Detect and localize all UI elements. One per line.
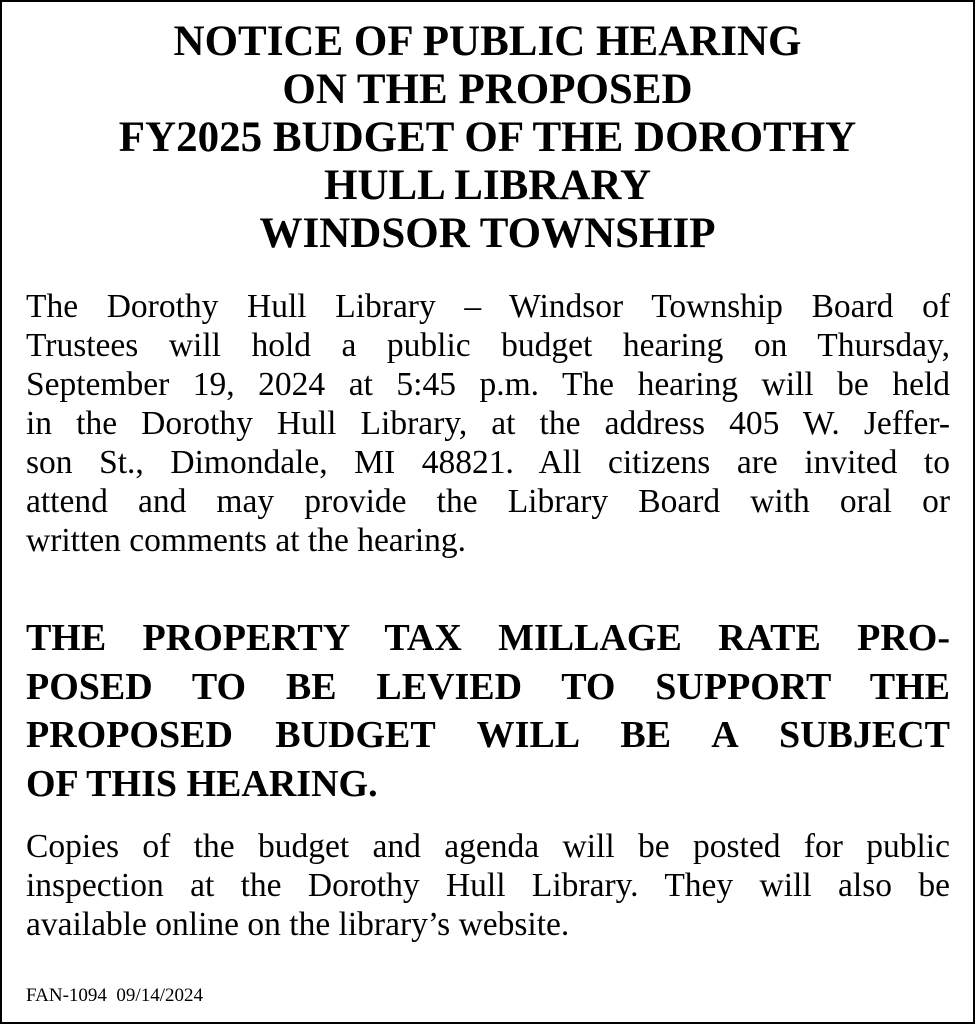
title-line: WINDSOR TOWNSHIP <box>259 210 716 257</box>
millage-notice-line: OF THIS HEARING. <box>26 762 378 805</box>
paragraph-line: available online on the library’s website. <box>26 906 570 943</box>
paragraph-line: written comments at the hearing. <box>26 522 467 559</box>
paragraph-line: son St., Dimondale, MI 48821. All citizens are invited to <box>26 444 950 481</box>
millage-notice-line: THE PROPERTY TAX MILLAGE RATE PRO- <box>26 617 950 659</box>
budget-copies-paragraph <box>26 827 950 944</box>
paragraph-line: The Dorothy Hull Library – Windsor Township Board of <box>26 288 950 325</box>
title-line: FY2025 BUDGET OF THE DOROTHY <box>118 114 857 161</box>
hearing-details-paragraph <box>26 287 950 560</box>
title-line: HULL LIBRARY <box>323 162 652 209</box>
paragraph-line: Copies of the budget and agenda will be posted for public <box>26 828 950 865</box>
paragraph-line: September 19, 2024 at 5:45 p.m. The hearing will be held <box>26 366 950 403</box>
title-line: ON THE PROPOSED <box>282 66 693 113</box>
millage-notice-line: POSED TO BE LEVIED TO SUPPORT THE <box>26 665 950 708</box>
paragraph-line: attend and may provide the Library Board with oral or <box>26 483 950 520</box>
paragraph-line: inspection at the Dorothy Hull Library. They will also be <box>26 867 950 904</box>
notice-reference-footer: FAN-1094 09/14/2024 <box>26 985 203 1006</box>
title-line: NOTICE OF PUBLIC HEARING <box>173 18 802 65</box>
paragraph-line: in the Dorothy Hull Library, at the address 405 W. Jeffer- <box>26 405 950 442</box>
notice-title <box>18 18 957 258</box>
paragraph-line: Trustees will hold a public budget hearing on Thursday, <box>26 327 950 364</box>
millage-rate-notice <box>26 614 950 808</box>
millage-notice-line: PROPOSED BUDGET WILL BE A SUBJECT <box>26 714 950 756</box>
